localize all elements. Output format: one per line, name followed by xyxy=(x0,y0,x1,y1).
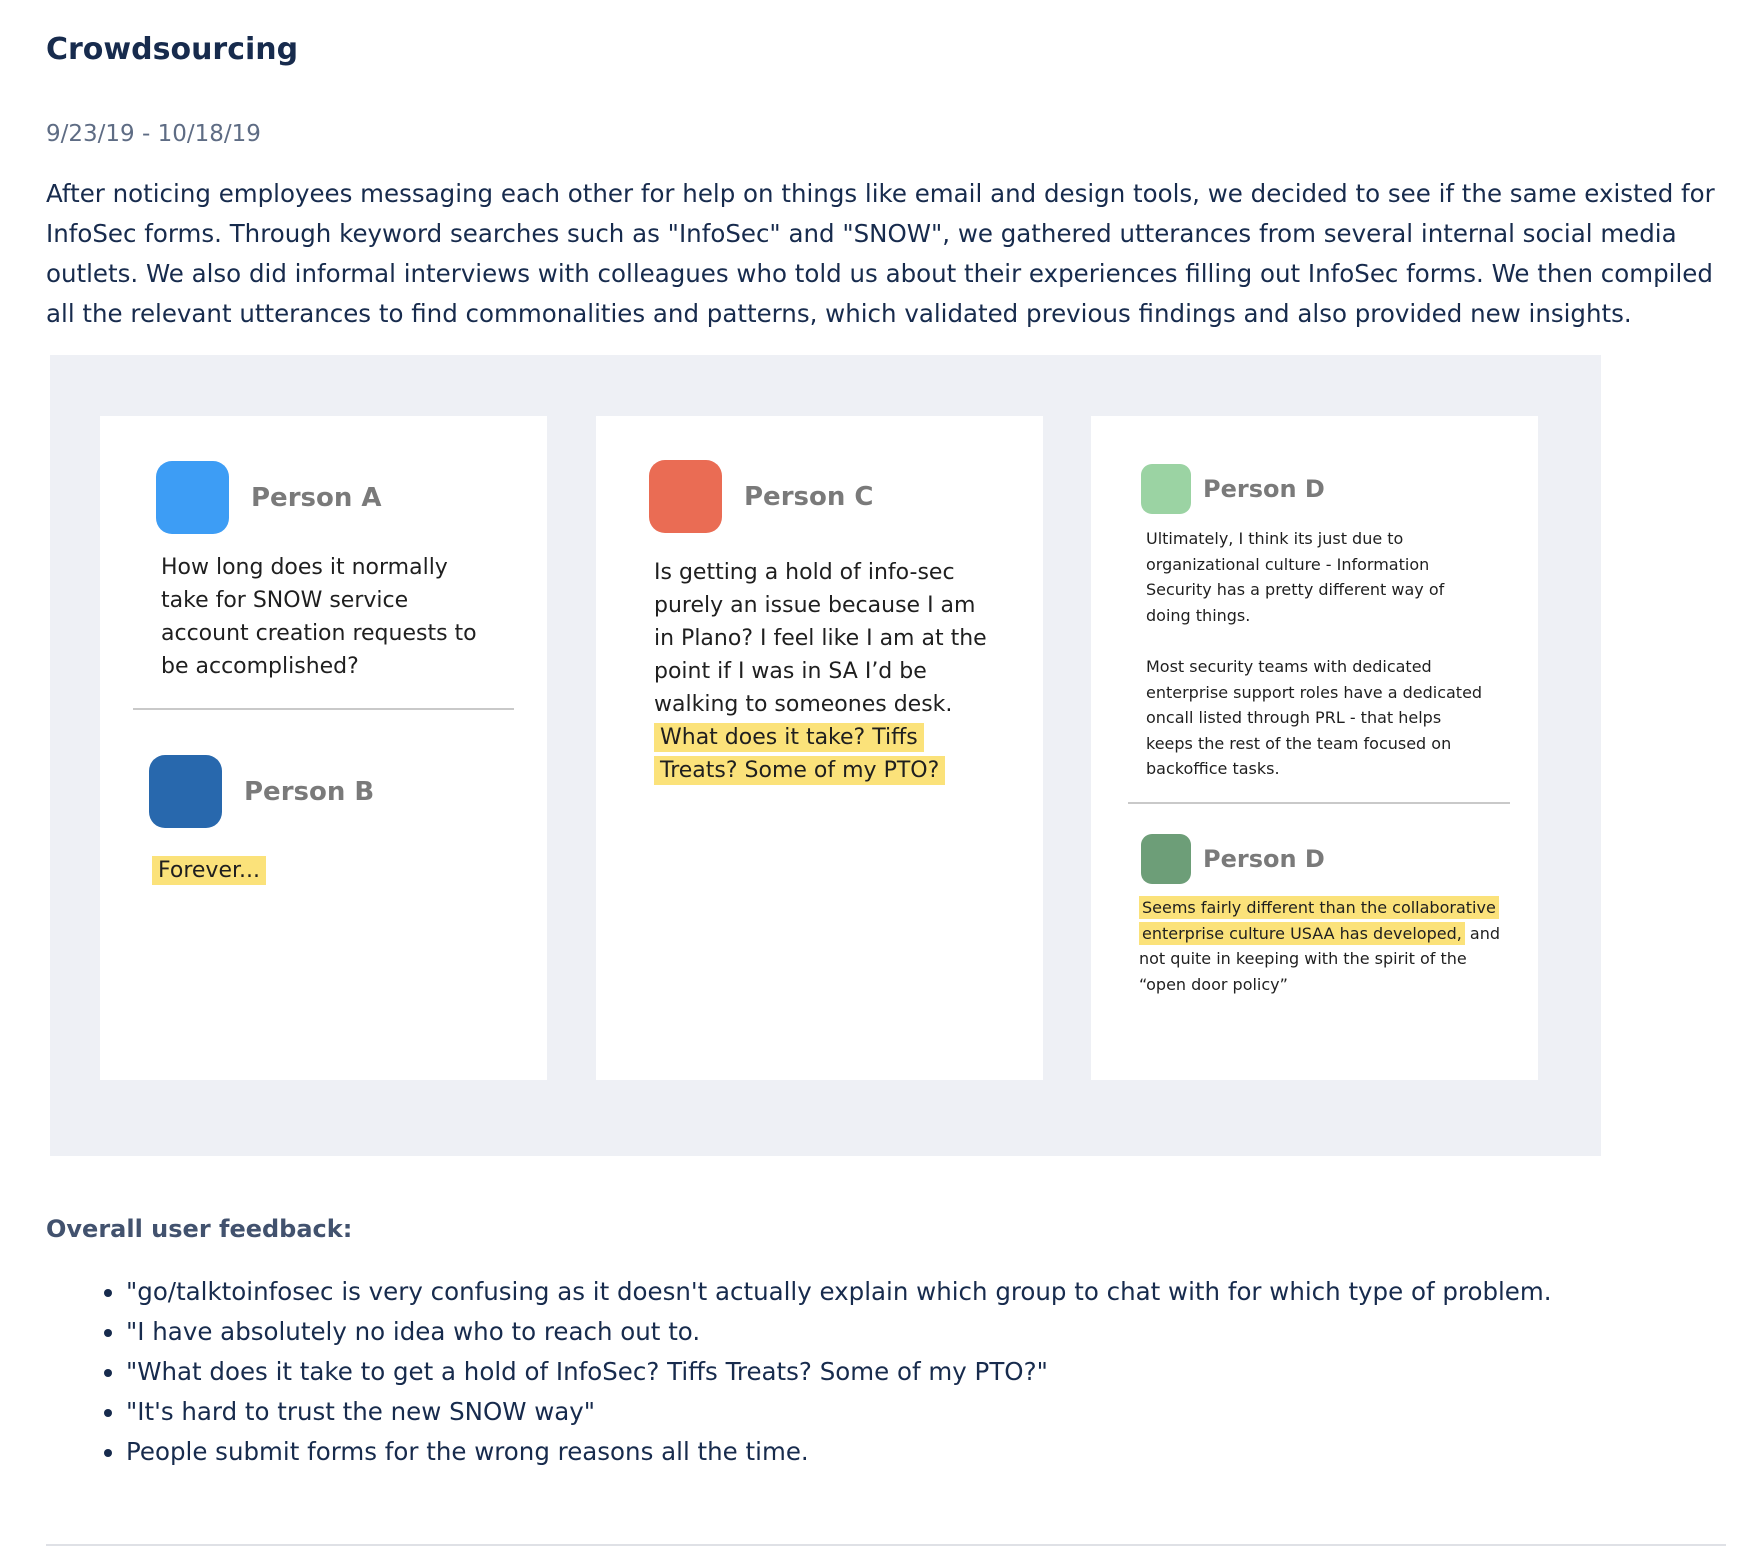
card-divider xyxy=(1128,802,1510,804)
persona-quote xyxy=(1139,895,1504,997)
persona-quote: Most security teams with dedicated enterprise support roles have a dedicated oncall listed through PRL - that helps keeps the rest of the team focused on backoffice tasks. xyxy=(1146,657,1483,778)
intro-paragraph: After noticing employees messaging each other for help on things like email and design tools, we decided to see if the same existed for InfoSec forms. Through keyword searches such as "InfoSec" and "SNOW", we gathered utterances from several internal social media outlets. We also did informal interviews with colleagues who told us about their experiences filling out InfoSec forms. We then compiled all the relevant utterances to find commonalities and patterns, which validated previous findings and also provided new insights. xyxy=(46,179,1715,328)
list-item: • People submit forms for the wrong reasons all the time. xyxy=(126,1432,1686,1472)
list-item: • "It's hard to trust the new SNOW way" xyxy=(126,1392,1686,1432)
highlighted-quote: What does it take? Tiffs Treats? Some of my PTO? xyxy=(654,723,945,785)
avatar xyxy=(149,755,222,828)
persona-name: Person D xyxy=(1203,475,1325,503)
persona-header xyxy=(649,460,874,533)
quote-text: Is getting a hold of info-sec purely an issue because I am in Plano? I feel like I am at the point if I was in SA I’d be walking to someones desk. xyxy=(654,560,987,717)
page-title: Crowdsourcing xyxy=(46,32,299,67)
highlighted-quote: Seems fairly different than the collaborative enterprise culture USAA has developed, xyxy=(1139,896,1499,945)
persona-name: Person D xyxy=(1203,845,1325,873)
highlighted-quote: Forever... xyxy=(152,856,266,885)
list-item: • "What does it take to get a hold of InfoSec? Tiffs Treats? Some of my PTO?" xyxy=(126,1352,1686,1392)
persona-quote: Ultimately, I think its just due to organizational culture - Information Security has a pretty different way of doing things. xyxy=(1146,529,1445,625)
quote-card-2 xyxy=(596,416,1043,1080)
persona-header xyxy=(156,461,382,534)
feedback-list xyxy=(80,1272,1686,1472)
persona-name: Person A xyxy=(251,482,382,513)
avatar xyxy=(649,460,722,533)
avatar xyxy=(156,461,229,534)
persona-quote xyxy=(654,556,999,787)
persona-name: Person C xyxy=(744,481,874,512)
persona-header xyxy=(1141,834,1325,884)
quote-card-3 xyxy=(1091,416,1538,1080)
list-item: • "go/talktoinfosec is very confusing as it doesn't actually explain which group to chat with for which type of problem. xyxy=(126,1272,1686,1312)
persona-header xyxy=(1141,464,1325,514)
crowdsourcing-quotes-image xyxy=(50,355,1601,1156)
quote-text: and not quite in keeping with the spirit of the “open door policy” xyxy=(1139,923,1501,994)
persona-quote: How long does it normally take for SNOW service account creation requests to be accomplished? xyxy=(161,555,477,679)
quote-card-1 xyxy=(100,416,547,1080)
card-divider xyxy=(133,708,514,710)
list-item: • "I have absolutely no idea who to reach out to. xyxy=(126,1312,1686,1352)
date-range: 9/23/19 - 10/18/19 xyxy=(46,121,261,147)
feedback-heading: Overall user feedback: xyxy=(46,1215,353,1243)
avatar xyxy=(1141,464,1191,514)
persona-name: Person B xyxy=(244,776,375,807)
avatar xyxy=(1141,834,1191,884)
persona-header xyxy=(149,755,374,828)
persona-quote xyxy=(152,854,492,887)
